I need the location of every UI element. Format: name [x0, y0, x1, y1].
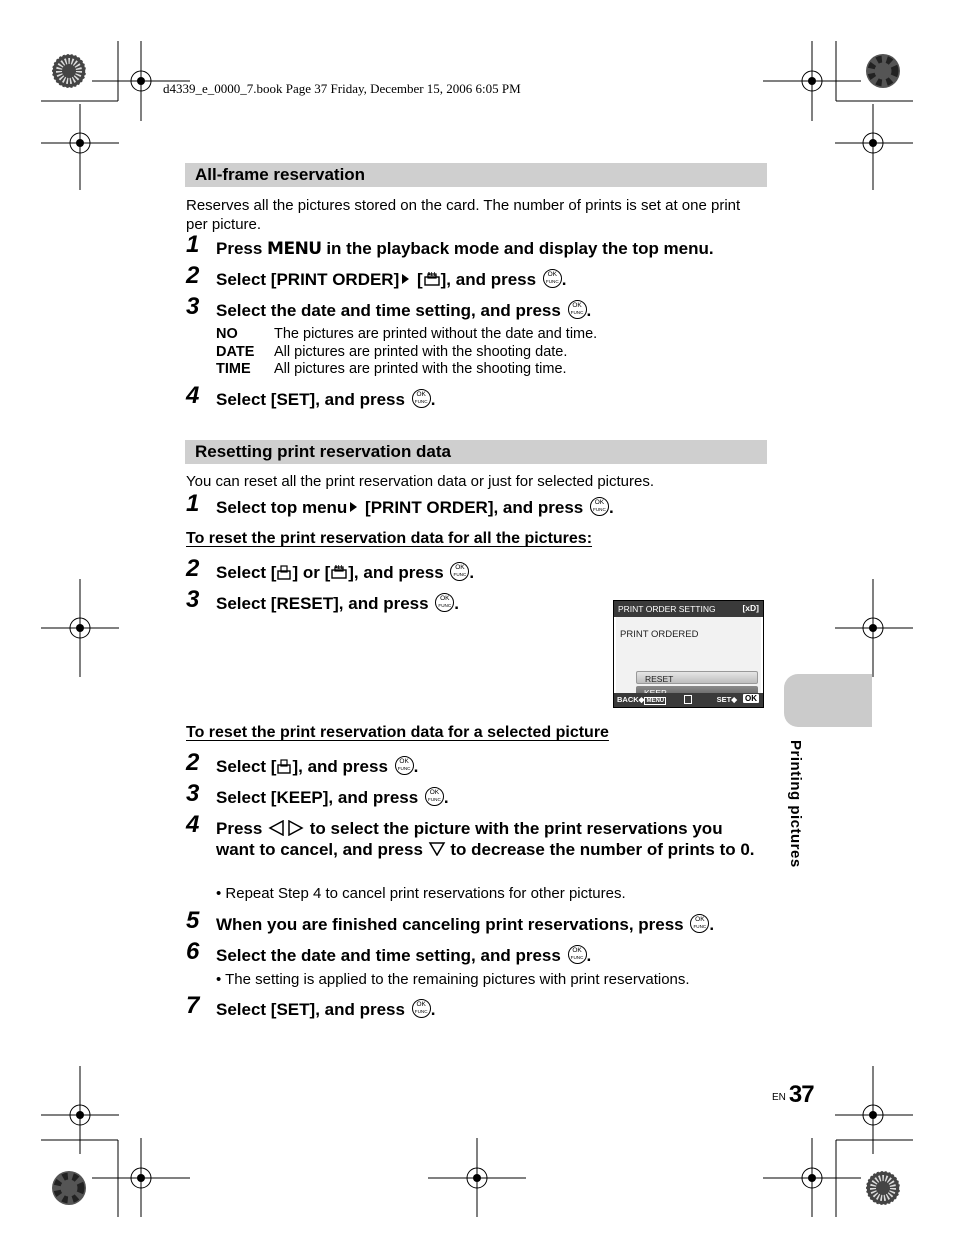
all-print-icon — [330, 563, 348, 581]
chapter-label: Printing pictures — [787, 740, 804, 868]
page-number — [772, 1081, 814, 1109]
updown-icon — [684, 695, 692, 704]
ok-func-icon — [425, 787, 444, 806]
step-number: 1 — [186, 231, 200, 258]
arrow-right-icon — [350, 502, 357, 512]
ok-func-icon — [690, 914, 709, 933]
option-date: DATE All pictures are printed with the shooting date. — [216, 344, 568, 360]
xd-card-icon: [xD] — [742, 603, 759, 613]
ok-func-icon — [543, 269, 562, 288]
all-print-icon — [423, 270, 441, 288]
ok-func-icon — [395, 756, 414, 775]
screen-bottom-bar: BACK◆ MENU SET◆ OK — [614, 693, 763, 707]
page-number-value: 37 — [788, 1081, 814, 1108]
arrow-right-icon — [402, 274, 409, 284]
section-intro: Reserves all the pictures stored on the card. The number of prints is set at one print per picture. — [186, 197, 741, 233]
svg-text:ALL: ALL — [334, 565, 345, 571]
step-4-selected: 4 Press to select the picture with the print reservations you want to cancel, and press to decrease the number of prints to 0. — [186, 811, 755, 859]
section-header-all-frame — [185, 163, 767, 187]
option-time: TIME All pictures are printed with the shooting time. — [216, 361, 567, 377]
menu-button-label: MENU — [267, 239, 322, 259]
ok-func-icon — [590, 497, 609, 516]
ok-func-icon — [412, 999, 431, 1018]
bullet-repeat: • Repeat Step 4 to cancel print reservations for other pictures. — [216, 885, 626, 902]
single-print-icon — [276, 757, 292, 775]
bullet-setting-applied: • The setting is applied to the remaining pictures with print reservations. — [216, 971, 690, 988]
camera-screen-print-order — [613, 600, 764, 708]
ok-icon: OK — [745, 694, 757, 703]
left-right-arrows-icon — [267, 820, 305, 836]
section-title: All-frame reservation — [195, 165, 366, 184]
screen-title-bar: PRINT ORDER SETTING [xD] — [614, 601, 763, 617]
section-header-resetting — [185, 440, 767, 464]
ok-func-icon — [568, 945, 587, 964]
screen-option-reset: RESET — [636, 671, 758, 684]
option-no: NO The pictures are printed without the date and time. — [216, 326, 598, 342]
svg-text:ALL: ALL — [426, 272, 437, 278]
language-code: EN — [772, 1092, 786, 1103]
file-header: d4339_e_0000_7.book Page 37 Friday, December 15, 2006 6:05 PM — [163, 81, 521, 96]
ok-func-icon — [435, 593, 454, 612]
subheading-selected-picture: To reset the print reservation data for a selected picture — [186, 724, 609, 741]
section-intro: You can reset all the print reservation data or just for selected pictures. — [186, 473, 655, 490]
chapter-tab — [784, 674, 872, 727]
down-arrow-icon — [428, 842, 446, 856]
ok-func-icon — [450, 562, 469, 581]
single-print-icon — [276, 563, 292, 581]
ok-func-icon — [568, 300, 587, 319]
subheading-all-pictures: To reset the print reservation data for all the pictures: — [186, 530, 593, 547]
section-title: Resetting print reservation data — [195, 442, 452, 461]
screen-status: PRINT ORDERED — [620, 629, 699, 640]
ok-func-icon — [412, 389, 431, 408]
